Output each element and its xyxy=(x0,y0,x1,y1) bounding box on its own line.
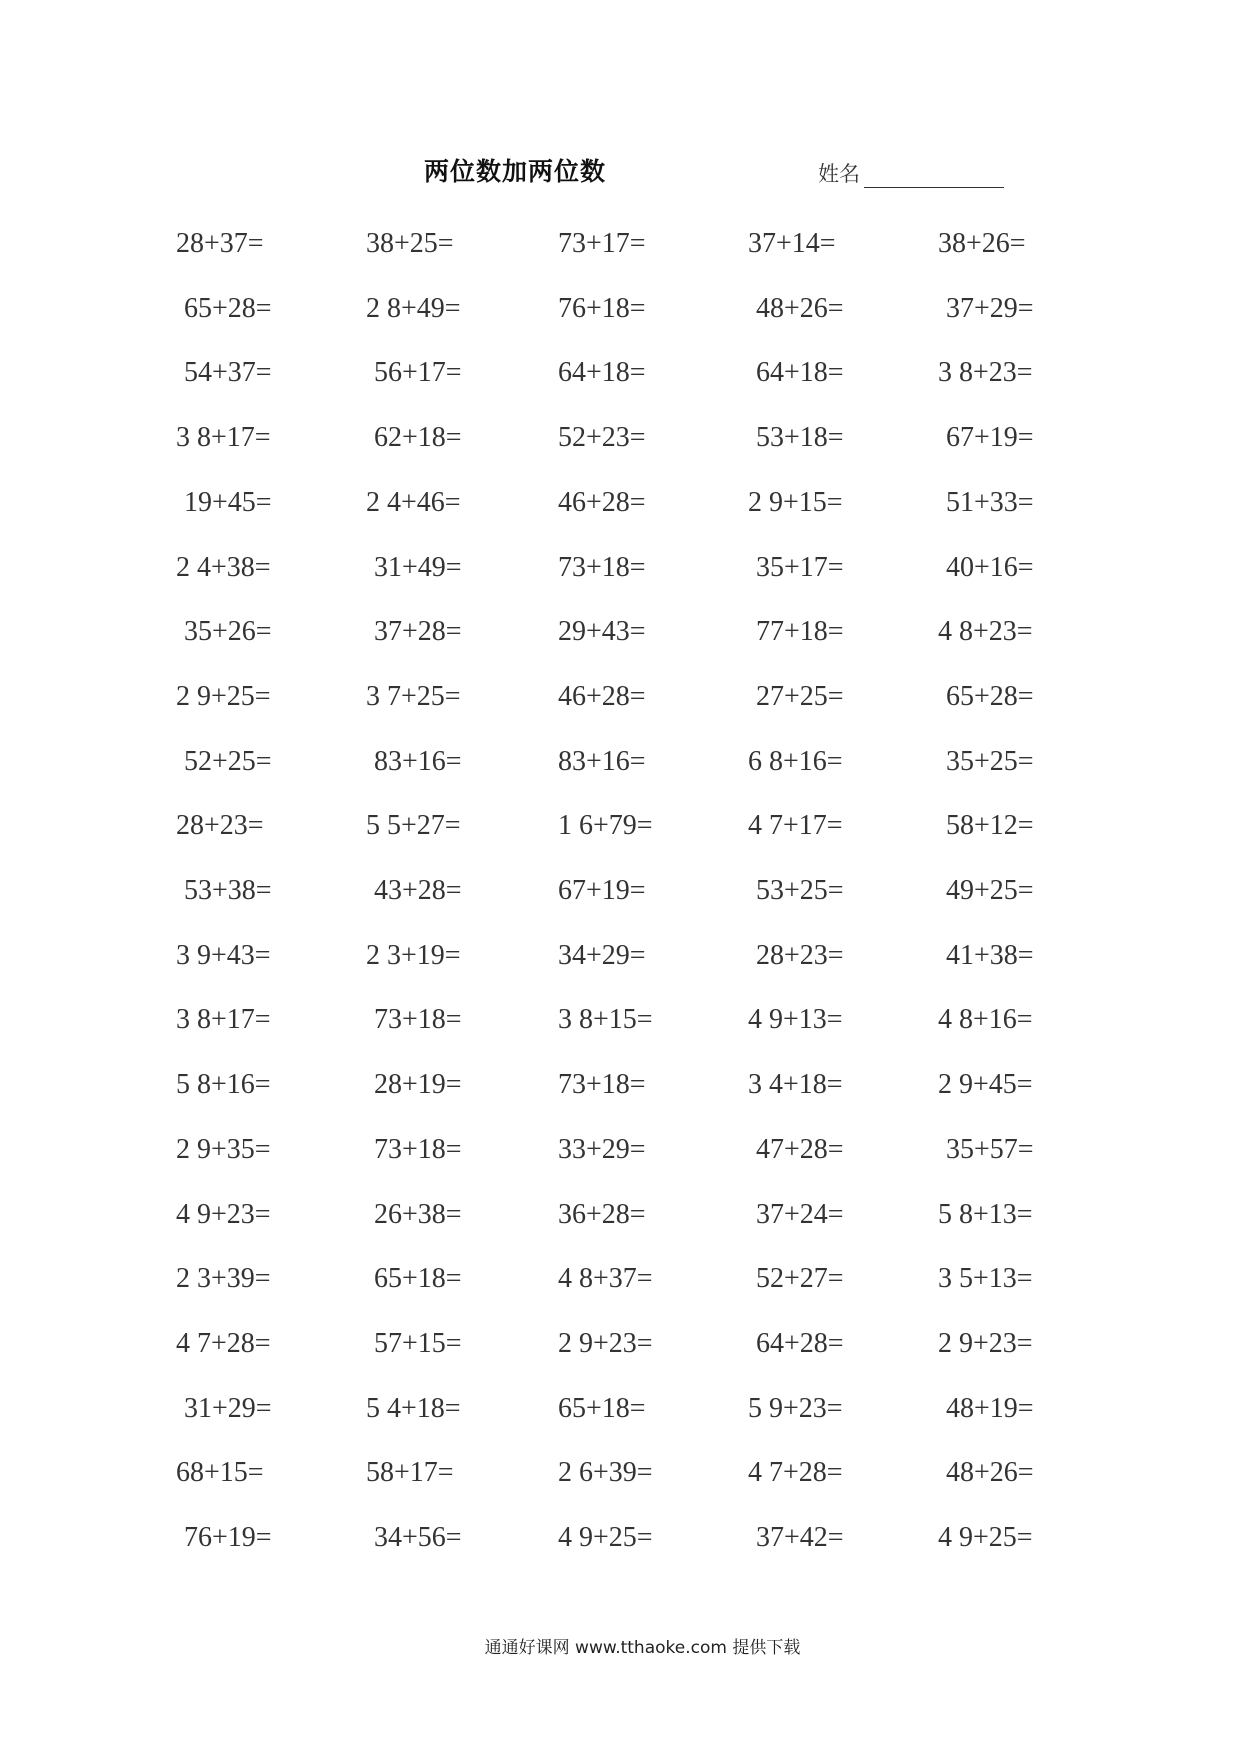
math-problem: 65+28= xyxy=(946,681,1034,712)
math-problem: 37+42= xyxy=(756,1522,844,1553)
math-problem: 2 3+39= xyxy=(176,1263,271,1294)
problem-row xyxy=(0,1457,1240,1497)
problem-row xyxy=(0,1199,1240,1239)
math-problem: 5 5+27= xyxy=(366,810,461,841)
problem-row xyxy=(0,293,1240,333)
problem-row xyxy=(0,1004,1240,1044)
math-problem: 35+26= xyxy=(184,616,272,647)
math-problem: 4 9+25= xyxy=(938,1522,1033,1553)
math-problem: 19+45= xyxy=(184,487,272,518)
math-problem: 76+18= xyxy=(558,293,646,324)
math-problem: 3 8+17= xyxy=(176,1004,271,1035)
math-problem: 48+19= xyxy=(946,1393,1034,1424)
math-problem: 35+25= xyxy=(946,746,1034,777)
math-problem: 4 7+28= xyxy=(748,1457,843,1488)
math-problem: 31+29= xyxy=(184,1393,272,1424)
math-problem: 34+56= xyxy=(374,1522,462,1553)
math-problem: 4 7+28= xyxy=(176,1328,271,1359)
footer-text: 通通好课网 www.tthaoke.com 提供下载 xyxy=(484,1638,801,1658)
math-problem: 4 9+23= xyxy=(176,1199,271,1230)
math-problem: 5 8+13= xyxy=(938,1199,1033,1230)
math-problem: 27+25= xyxy=(756,681,844,712)
math-problem: 4 8+23= xyxy=(938,616,1033,647)
math-problem: 37+14= xyxy=(748,228,836,259)
math-problem: 4 7+17= xyxy=(748,810,843,841)
math-problem: 5 4+18= xyxy=(366,1393,461,1424)
math-problem: 73+18= xyxy=(374,1134,462,1165)
math-problem: 73+17= xyxy=(558,228,646,259)
math-problem: 1 6+79= xyxy=(558,810,653,841)
name-label: 姓名 xyxy=(818,162,860,186)
math-problem: 2 9+45= xyxy=(938,1069,1033,1100)
math-problem: 38+25= xyxy=(366,228,454,259)
problem-row xyxy=(0,1328,1240,1368)
problem-row xyxy=(0,422,1240,462)
math-problem: 28+23= xyxy=(176,810,264,841)
math-problem: 76+19= xyxy=(184,1522,272,1553)
math-problem: 73+18= xyxy=(558,552,646,583)
math-problem: 58+17= xyxy=(366,1457,454,1488)
math-problem: 58+12= xyxy=(946,810,1034,841)
math-problem: 83+16= xyxy=(374,746,462,777)
math-problem: 52+25= xyxy=(184,746,272,777)
math-problem: 4 8+16= xyxy=(938,1004,1033,1035)
math-problem: 6 8+16= xyxy=(748,746,843,777)
math-problem: 57+15= xyxy=(374,1328,462,1359)
math-problem: 38+26= xyxy=(938,228,1026,259)
math-problem: 52+27= xyxy=(756,1263,844,1294)
math-problem: 4 9+25= xyxy=(558,1522,653,1553)
math-problem: 54+37= xyxy=(184,357,272,388)
math-problem: 53+38= xyxy=(184,875,272,906)
math-problem: 3 8+15= xyxy=(558,1004,653,1035)
math-problem: 65+28= xyxy=(184,293,272,324)
problem-row xyxy=(0,1393,1240,1433)
math-problem: 52+23= xyxy=(558,422,646,453)
math-problem: 49+25= xyxy=(946,875,1034,906)
math-problem: 56+17= xyxy=(374,357,462,388)
problem-row xyxy=(0,746,1240,786)
math-problem: 64+18= xyxy=(756,357,844,388)
math-problem: 67+19= xyxy=(946,422,1034,453)
problem-row xyxy=(0,940,1240,980)
problem-row xyxy=(0,552,1240,592)
math-problem: 65+18= xyxy=(558,1393,646,1424)
math-problem: 73+18= xyxy=(558,1069,646,1100)
page-title: 两位数加两位数 xyxy=(424,157,607,186)
problem-row xyxy=(0,1134,1240,1174)
math-problem: 2 4+38= xyxy=(176,552,271,583)
math-problem: 34+29= xyxy=(558,940,646,971)
math-problem: 28+37= xyxy=(176,228,264,259)
math-problem: 47+28= xyxy=(756,1134,844,1165)
math-problem: 43+28= xyxy=(374,875,462,906)
problem-row xyxy=(0,1069,1240,1109)
math-problem: 36+28= xyxy=(558,1199,646,1230)
math-problem: 40+16= xyxy=(946,552,1034,583)
math-problem: 48+26= xyxy=(756,293,844,324)
problem-row xyxy=(0,875,1240,915)
math-problem: 3 8+17= xyxy=(176,422,271,453)
math-problem: 2 4+46= xyxy=(366,487,461,518)
math-problem: 73+18= xyxy=(374,1004,462,1035)
math-problem: 28+23= xyxy=(756,940,844,971)
math-problem: 68+15= xyxy=(176,1457,264,1488)
math-problem: 53+18= xyxy=(756,422,844,453)
math-problem: 2 8+49= xyxy=(366,293,461,324)
math-problem: 2 9+25= xyxy=(176,681,271,712)
math-problem: 3 4+18= xyxy=(748,1069,843,1100)
math-problem: 26+38= xyxy=(374,1199,462,1230)
problem-row xyxy=(0,357,1240,397)
math-problem: 37+28= xyxy=(374,616,462,647)
math-problem: 67+19= xyxy=(558,875,646,906)
math-problem: 53+25= xyxy=(756,875,844,906)
problem-row xyxy=(0,487,1240,527)
problem-row xyxy=(0,228,1240,268)
math-problem: 41+38= xyxy=(946,940,1034,971)
math-problem: 5 9+23= xyxy=(748,1393,843,1424)
math-problem: 2 3+19= xyxy=(366,940,461,971)
math-problem: 2 9+15= xyxy=(748,487,843,518)
math-problem: 51+33= xyxy=(946,487,1034,518)
math-problem: 46+28= xyxy=(558,487,646,518)
problem-row xyxy=(0,1522,1240,1562)
math-problem: 62+18= xyxy=(374,422,462,453)
math-problem: 3 7+25= xyxy=(366,681,461,712)
math-problem: 2 9+23= xyxy=(558,1328,653,1359)
math-problem: 64+28= xyxy=(756,1328,844,1359)
math-problem: 3 5+13= xyxy=(938,1263,1033,1294)
problem-row xyxy=(0,810,1240,850)
math-problem: 48+26= xyxy=(946,1457,1034,1488)
math-problem: 35+57= xyxy=(946,1134,1034,1165)
math-problem: 28+19= xyxy=(374,1069,462,1100)
math-problem: 3 8+23= xyxy=(938,357,1033,388)
math-problem: 5 8+16= xyxy=(176,1069,271,1100)
math-problem: 4 8+37= xyxy=(558,1263,653,1294)
math-problem: 2 9+23= xyxy=(938,1328,1033,1359)
math-problem: 77+18= xyxy=(756,616,844,647)
math-problem: 35+17= xyxy=(756,552,844,583)
math-problem: 2 9+35= xyxy=(176,1134,271,1165)
math-problem: 37+29= xyxy=(946,293,1034,324)
math-problem: 3 9+43= xyxy=(176,940,271,971)
math-problem: 65+18= xyxy=(374,1263,462,1294)
problem-row xyxy=(0,616,1240,656)
math-problem: 2 6+39= xyxy=(558,1457,653,1488)
math-problem: 4 9+13= xyxy=(748,1004,843,1035)
math-problem: 83+16= xyxy=(558,746,646,777)
problem-row xyxy=(0,1263,1240,1303)
math-problem: 46+28= xyxy=(558,681,646,712)
math-problem: 37+24= xyxy=(756,1199,844,1230)
problem-row xyxy=(0,681,1240,721)
math-problem: 29+43= xyxy=(558,616,646,647)
math-problem: 33+29= xyxy=(558,1134,646,1165)
math-problem: 64+18= xyxy=(558,357,646,388)
math-problem: 31+49= xyxy=(374,552,462,583)
